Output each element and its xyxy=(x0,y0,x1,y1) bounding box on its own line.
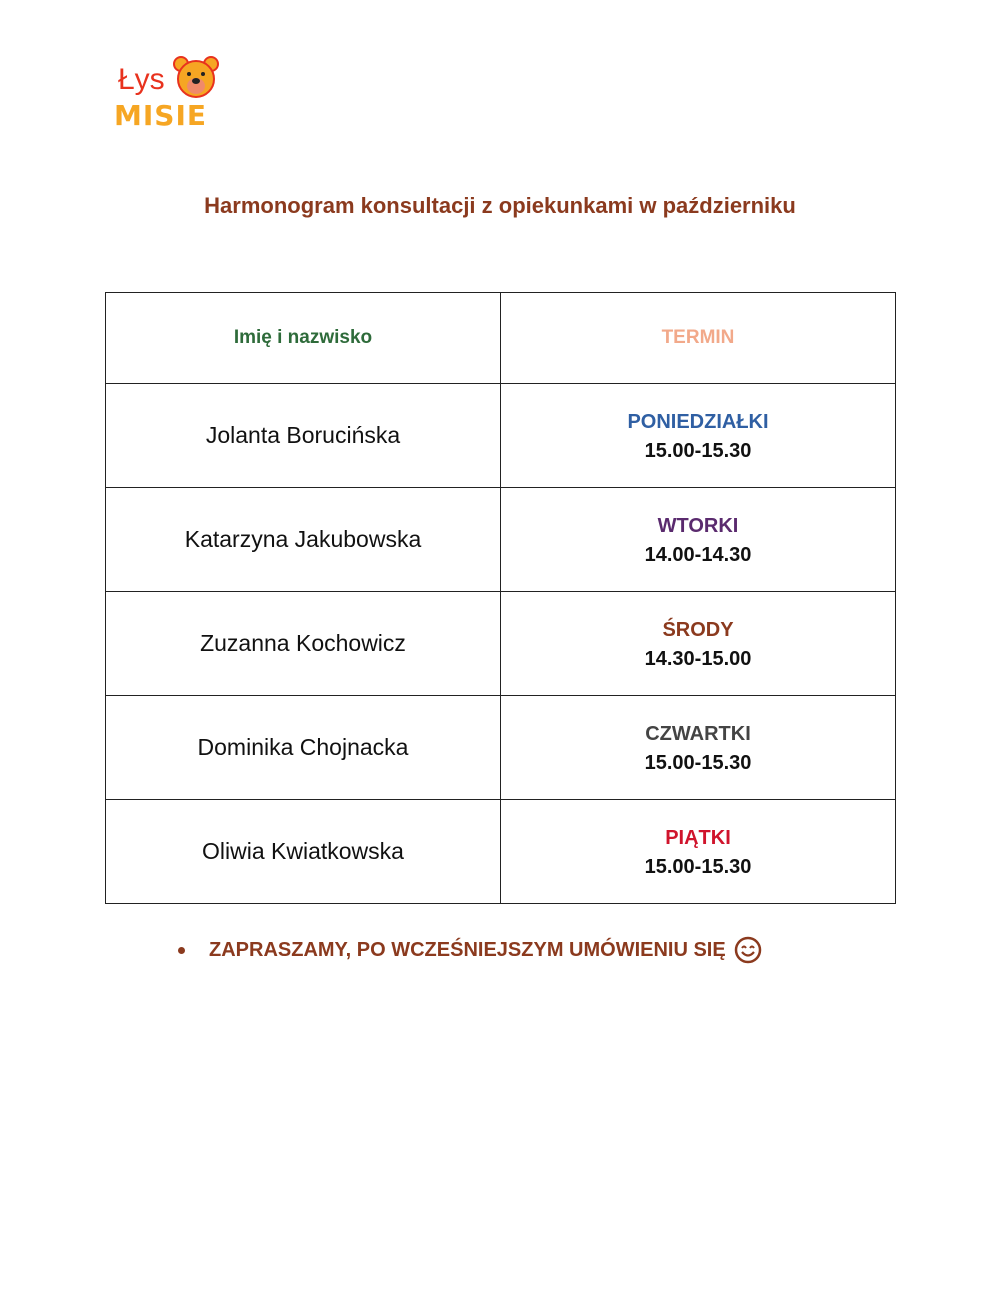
schedule-table xyxy=(105,292,896,904)
term-cell xyxy=(501,488,896,592)
footer-note xyxy=(178,936,762,964)
name-cell xyxy=(106,800,501,904)
time-range: 15.00-15.30 xyxy=(644,751,752,774)
time-range: 14.30-15.00 xyxy=(644,647,752,670)
term-cell xyxy=(501,696,896,800)
bullet-icon xyxy=(178,947,185,954)
name-cell xyxy=(106,696,501,800)
table-row xyxy=(106,592,896,696)
day-label: PIĄTKI xyxy=(665,826,731,849)
day-label: ŚRODY xyxy=(662,618,734,641)
time-range: 14.00-14.30 xyxy=(644,543,752,566)
footer-text: ZAPRASZAMY, PO WCZEŚNIEJSZYM UMÓWIENIU SIĘ xyxy=(209,938,726,961)
day-label: WTORKI xyxy=(657,514,739,537)
logo-text-lys: Łys xyxy=(118,63,165,96)
table-row xyxy=(106,384,896,488)
person-name: Zuzanna Kochowicz xyxy=(200,630,406,656)
day-label: PONIEDZIAŁKI xyxy=(627,410,769,433)
name-cell xyxy=(106,488,501,592)
header-termin: TERMIN xyxy=(501,293,896,384)
header-name: Imię i nazwisko xyxy=(106,293,501,384)
page-title: Harmonogram konsultacji z opiekunkami w październiku xyxy=(204,193,796,218)
name-cell xyxy=(106,384,501,488)
time-range: 15.00-15.30 xyxy=(644,855,752,878)
name-cell xyxy=(106,592,501,696)
term-cell xyxy=(501,800,896,904)
logo-text-misie: MISIE xyxy=(114,99,207,132)
logo xyxy=(112,55,227,135)
person-name: Dominika Chojnacka xyxy=(197,734,409,760)
bear-icon xyxy=(172,55,220,99)
person-name: Katarzyna Jakubowska xyxy=(184,526,422,552)
table-header-row xyxy=(106,293,896,384)
term-cell xyxy=(501,592,896,696)
person-name: Oliwia Kwiatkowska xyxy=(202,838,404,864)
term-cell xyxy=(501,384,896,488)
person-name: Jolanta Borucińska xyxy=(205,422,401,448)
table-row xyxy=(106,488,896,592)
time-range: 15.00-15.30 xyxy=(644,439,752,462)
table-row xyxy=(106,800,896,904)
smiley-icon xyxy=(734,936,762,964)
table-row xyxy=(106,696,896,800)
day-label: CZWARTKI xyxy=(645,722,751,745)
